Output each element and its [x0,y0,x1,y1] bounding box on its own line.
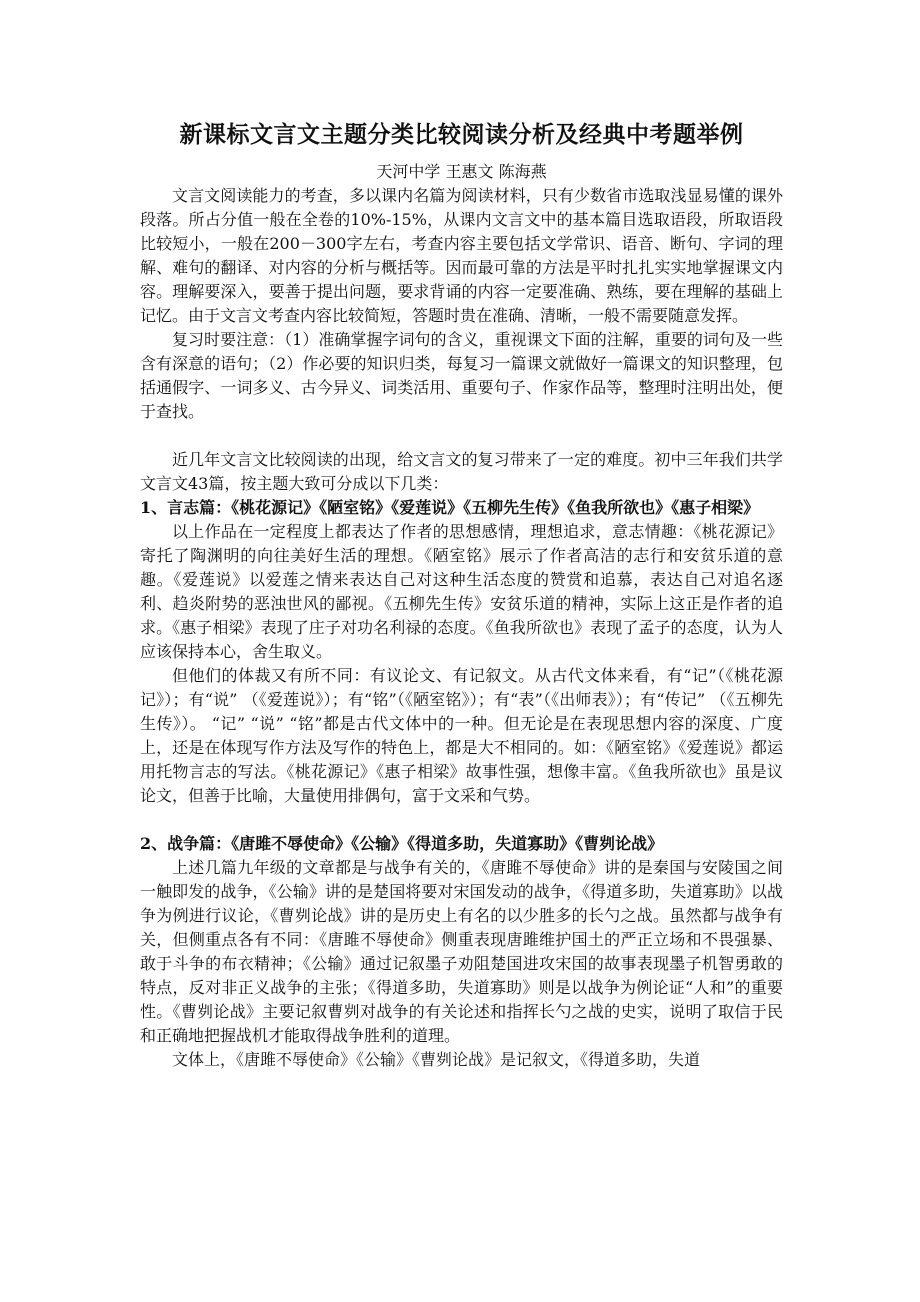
overview-paragraph: 近几年文言文比较阅读的出现，给文言文的复习带来了一定的难度。初中三年我们共学文言文43篇，按主题大致可分成以下几类： [140,450,783,493]
section-1-heading: 1、言志篇：《桃花源记》《陋室铭》《爱莲说》《五柳先生传》《鱼我所欲也》《惠子相梁》 [140,498,760,517]
section-1-paragraph-1: 以上作品在一定程度上都表达了作者的思想感情，理想追求，意志情趣：《桃花源记》寄托了陶渊明的向往美好生活的理想。《陋室铭》展示了作者高洁的志行和安贫乐道的意趣。《爱莲说》以爱莲之情来表达自己对这种生活态度的赞赏和追慕，表达自己对追名逐利、趋炎附势的恶浊世风的鄙视。《五柳先生传》安贫乐道的精神，实际上这正是作者的追求。《惠子相梁》表现了庄子对功名利禄的态度。《鱼我所欲也》表现了孟子的态度，认为人应该保持本心，舍生取义。 [140,522,783,661]
document-body [140,120,783,1072]
authors-line: 天河中学 王惠文 陈海燕 [376,162,547,181]
intro-paragraph-1: 文言文阅读能力的考查，多以课内名篇为阅读材料，只有少数省市选取浅显易懂的课外段落。所占分值一般在全卷的10%-15%，从课内文言文中的基本篇目选取语段，所取语段比较短小，一般在200－300字左右，考查内容主要包括文学常识、语音、断句、字词的理解、难句的翻译、对内容的分析与概括等。因而最可靠的方法是平时扎扎实实地掌握课文内容。理解要深入，要善于提出问题，要求背诵的内容一定要准确、熟练，要在理解的基础上记忆。由于文言文考查内容比较简短，答题时贵在准确、清晰，一般不需要随意发挥。 [140,186,783,325]
intro-paragraph-2: 复习时要注意：（1）准确掌握字词句的含义，重视课文下面的注解，重要的词句及一些含有深意的语句；（2）作必要的知识归类，每复习一篇课文就做好一篇课文的知识整理，包括通假字、一词多义、古今异义、词类活用、重要句子、作家作品等，整理时注明出处，便于查找。 [140,330,783,421]
section-2-paragraph-2: 文体上，《唐雎不辱使命》《公输》《曹刿论战》是记叙文，《得道多助，失道 [172,1050,701,1069]
paragraph-gap [140,808,783,832]
paragraph-gap [140,424,783,448]
section-2-paragraph-1: 上述几篇九年级的文章都是与战争有关的，《唐雎不辱使命》讲的是秦国与安陵国之间一触即发的战争，《公输》讲的是楚国将要对宋国发动的战争，《得道多助，失道寡助》以战争为例进行议论，《曹刿论战》讲的是历史上有名的以少胜多的长勺之战。虽然都与战争有关，但侧重点各有不同：《唐雎不辱使命》侧重表现唐雎维护国土的严正立场和不畏强暴、敢于斗争的布衣精神；《公输》通过记叙墨子劝阻楚国进攻宋国的故事表现墨子机智勇敢的特点，反对非正义战争的主张；《得道多助，失道寡助》则是以战争为例论证“人和”的重要性。《曹刿论战》主要记叙曹刿对战争的有关论述和指挥长勺之战的史实，说明了取信于民和正确地把握战机才能取得战争胜利的道理。 [140,858,783,1045]
document-title: 新课标文言文主题分类比较阅读分析及经典中考题举例 [179,121,744,148]
section-2-heading: 2、战争篇：《唐雎不辱使命》《公输》《得道多助，失道寡助》《曹刿论战》 [140,834,664,853]
section-1-paragraph-2: 但他们的体裁又有所不同：有议论文、有记叙文。从古代文体来看，有“记”（《桃花源记》）；有“说” （《爱莲说》）；有“铭”（《陋室铭》）；有“表”（《出师表》）；有“传记” （《五柳先生传》）。 “记” “说” “铭”都是古代文体中的一种。但无论是在表现思想内容的深度、广度上，还是在体现写作方法及写作的特色上，都是大不相同的。如：《陋室铭》《爱莲说》都运用托物言志的写法。《桃花源记》《惠子相梁》故事性强，想像丰富。《鱼我所欲也》虽是议论文，但善于比喻，大量使用排偶句，富于文采和气势。 [140,666,783,805]
